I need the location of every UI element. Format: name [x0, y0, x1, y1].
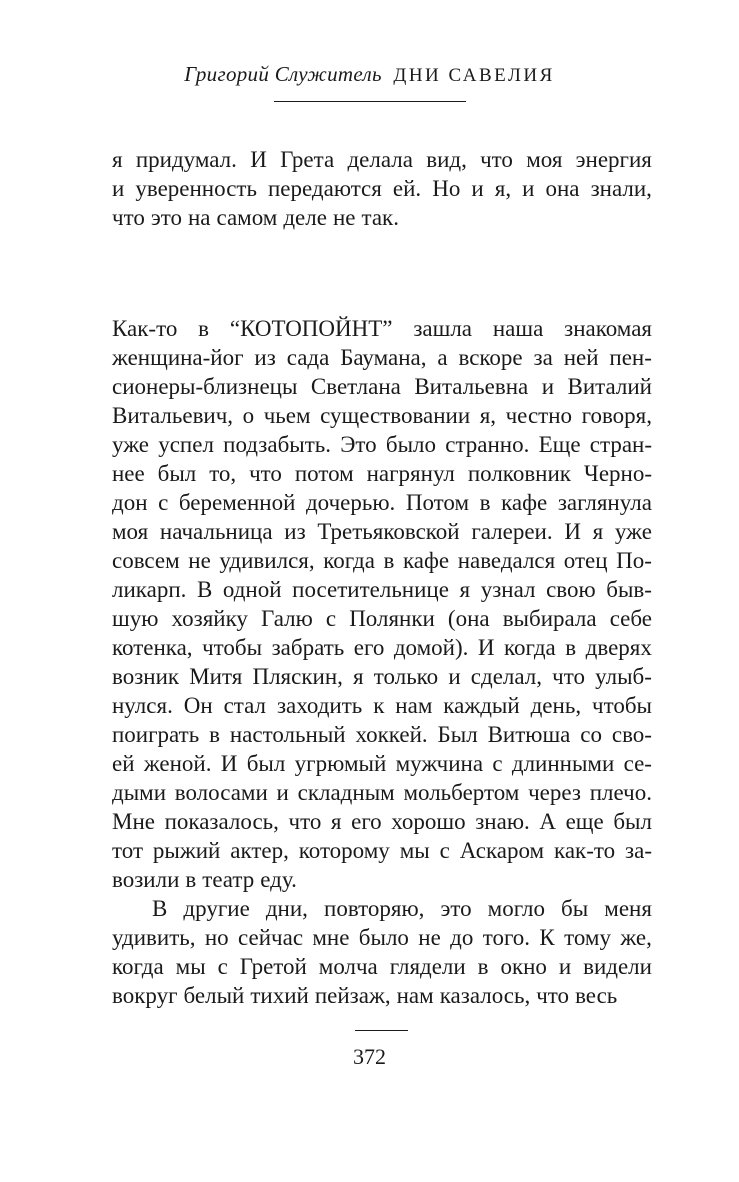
text-line: уже успел подзабыть. Это было странно. Еще стран-: [112, 432, 652, 457]
text-line: моя начальница из Третьяковской галереи. И я уже: [112, 519, 652, 544]
text-line: дыми волосами и складным мольбертом через плечо.: [112, 780, 652, 805]
paragraph: [112, 145, 652, 232]
text-line: шую хозяйку Галю с Полянки (она выбирала себе: [112, 606, 652, 631]
text-line: вокруг белый тихий пейзаж, нам казалось, что весь: [112, 983, 618, 1008]
page-body-text: [112, 145, 652, 1010]
header-author: Григорий Служитель: [184, 62, 382, 86]
page-number: 372: [353, 1044, 386, 1069]
text-line: возник Митя Пляскин, я только и сделал, что улыб-: [112, 664, 652, 689]
text-line: и уверенность передаются ей. Но и я, и она знали,: [112, 176, 652, 201]
text-line: котенка, чтобы забрать его домой). И когда в дверях: [112, 635, 652, 660]
text-line: Витальевич, о чьем существовании я, честно говоря,: [112, 403, 652, 428]
running-header: [0, 62, 739, 87]
text-line: дон с беременной дочерью. Потом в кафе заглянула: [112, 490, 652, 515]
header-divider: [274, 101, 466, 102]
text-line: нулся. Он стал заходить к нам каждый день, чтобы: [112, 693, 652, 718]
header-book-title: ДНИ САВЕЛИЯ: [393, 65, 555, 86]
paragraph: [112, 314, 652, 894]
text-line: Мне показалось, что я его хорошо знаю. А еще был: [112, 809, 652, 834]
paragraph: [112, 894, 652, 1010]
text-line: поиграть в настольный хоккей. Был Витюша со сво-: [112, 722, 652, 747]
text-line: сионеры-близнецы Светлана Витальевна и Виталий: [112, 374, 652, 399]
text-line: В другие дни, повторяю, это могло бы меня: [152, 896, 652, 921]
text-line: ликарп. В одной посетительнице я узнал свою быв-: [112, 577, 652, 602]
text-line: удивить, но сейчас мне было не до того. К тому же,: [112, 925, 652, 950]
text-line: тот рыжий актер, которому мы с Аскаром как-то за-: [112, 838, 652, 863]
text-line: что это на самом деле не так.: [112, 205, 399, 230]
text-line: когда мы с Гретой молча глядели в окно и видели: [112, 954, 652, 979]
paragraph-gap: [112, 232, 652, 314]
text-line: нее был то, что потом нагрянул полковник Черно-: [112, 461, 652, 486]
text-line: Как-то в “КОТОПОЙНТ” зашла наша знакомая: [112, 316, 652, 341]
text-line: женщина-йог из сада Баумана, а вскоре за ней пен-: [112, 345, 652, 370]
text-line: я придумал. И Грета делала вид, что моя энергия: [112, 147, 652, 172]
footer-divider: [355, 1030, 408, 1031]
text-line: совсем не удивился, когда в кафе наведался отец По-: [112, 548, 652, 573]
text-line: возили в театр еду.: [112, 867, 297, 892]
text-line: ей женой. И был угрюмый мужчина с длинными се-: [112, 751, 652, 776]
